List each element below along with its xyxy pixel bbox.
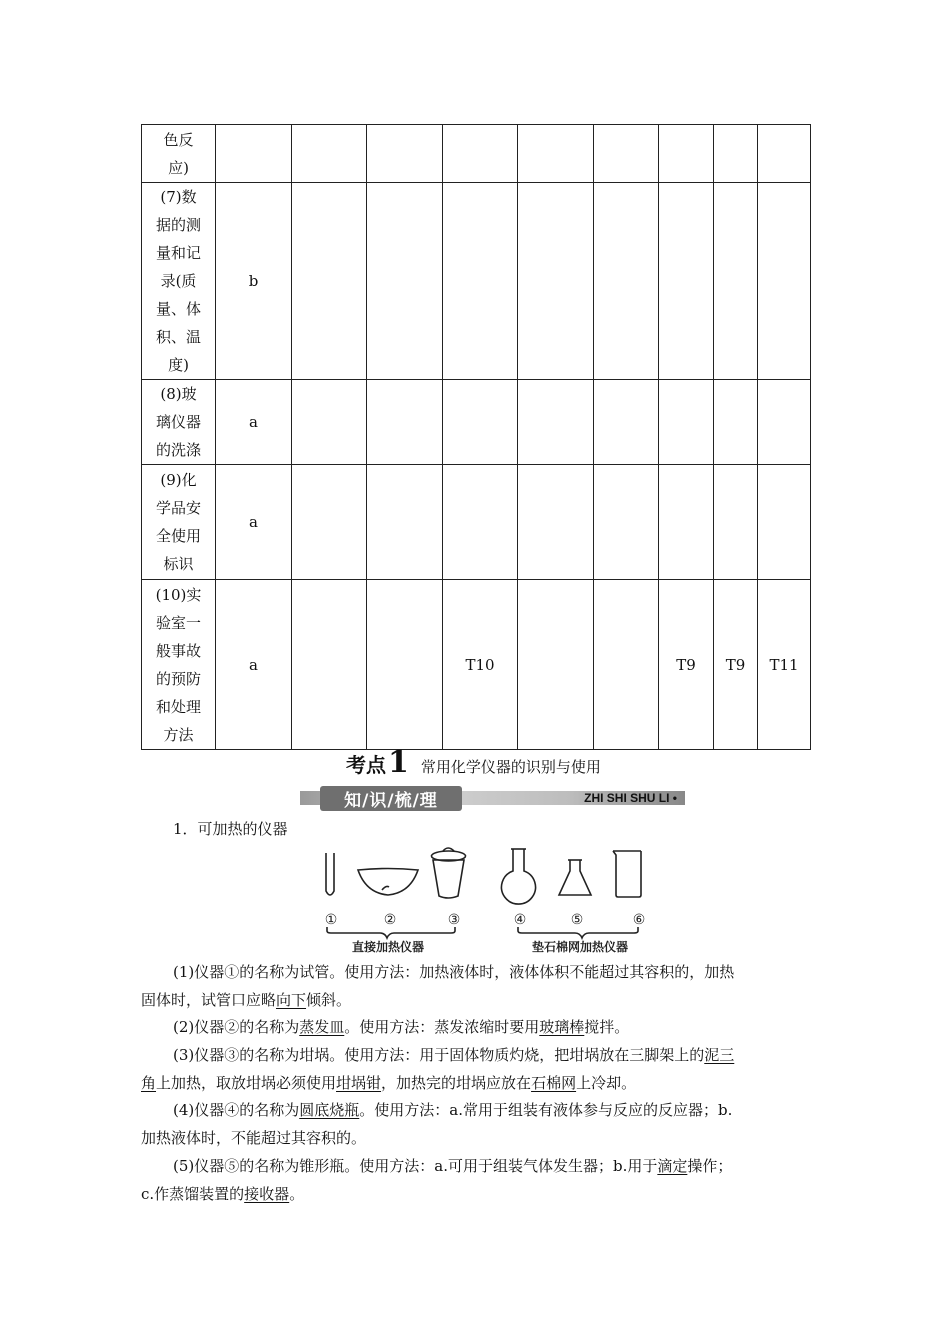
table-cell-item: (8)玻 璃仪器 的洗涤 xyxy=(142,380,216,465)
table-cell xyxy=(518,125,594,183)
table-cell xyxy=(758,125,811,183)
exam-table xyxy=(141,124,811,750)
conical-flask-icon xyxy=(559,860,591,895)
table-cell xyxy=(758,465,811,580)
table-cell-level: a xyxy=(216,380,292,465)
group-asbestos-heating: 垫石棉网加热仪器 xyxy=(531,940,629,954)
apparatus-number-1: ① xyxy=(324,912,338,928)
crucible-icon xyxy=(433,860,464,898)
table-cell: T9 xyxy=(714,580,758,750)
table-cell-level: a xyxy=(216,580,292,750)
answer-crucible-tongs: 坩埚钳 xyxy=(336,1074,382,1092)
paragraph-2: (2)仪器②的名称为蒸发皿。使用方法：蒸发浓缩时要用玻璃棒搅拌。 xyxy=(173,1018,630,1036)
table-cell xyxy=(367,125,443,183)
table-cell xyxy=(367,183,443,380)
table-cell xyxy=(659,465,714,580)
table-cell xyxy=(292,465,367,580)
table-cell xyxy=(714,125,758,183)
apparatus-figure xyxy=(315,843,670,958)
table-cell xyxy=(594,125,659,183)
table-cell xyxy=(594,465,659,580)
table-row xyxy=(142,580,811,750)
table-cell xyxy=(594,580,659,750)
table-cell-item: (9)化 学品安 全使用 标识 xyxy=(142,465,216,580)
apparatus-number-2: ② xyxy=(383,912,397,928)
table-cell: T9 xyxy=(659,580,714,750)
table-row xyxy=(142,380,811,465)
table-cell-item: 色反 应) xyxy=(142,125,216,183)
table-cell: T10 xyxy=(443,580,518,750)
table-cell xyxy=(594,183,659,380)
paragraph-1: (1)仪器①的名称为试管。使用方法：加热液体时，液体体积不能超过其容积的，加热 固体时，试管口应略向下倾斜。 xyxy=(141,963,735,1009)
table-cell xyxy=(443,465,518,580)
table-cell xyxy=(443,125,518,183)
table-cell xyxy=(292,380,367,465)
evaporating-dish-icon xyxy=(358,869,418,896)
apparatus-number-6: ⑥ xyxy=(632,912,646,928)
apparatus-number-3: ③ xyxy=(447,912,461,928)
table-cell-item: (7)数 据的测 量和记 录(质 量、体 积、温 度) xyxy=(142,183,216,380)
table-cell xyxy=(518,380,594,465)
group-direct-heating: 直接加热仪器 xyxy=(351,940,425,954)
answer-clay-triangle-b: 角 xyxy=(141,1074,157,1092)
table-cell: T11 xyxy=(758,580,811,750)
table-cell-level: a xyxy=(216,465,292,580)
apparatus-drawing xyxy=(315,843,670,958)
table-cell xyxy=(443,380,518,465)
heading-label: 考点 xyxy=(346,753,386,777)
answer-receiver: 接收器 xyxy=(244,1185,290,1203)
answer-round-flask: 圆底烧瓶 xyxy=(299,1101,360,1119)
table-cell xyxy=(758,183,811,380)
section-1-title: 1．可加热的仪器 xyxy=(173,820,288,838)
paragraph-4: (4)仪器④的名称为圆底烧瓶。使用方法：a.常用于组装有液体参与反应的反应器；b. 加热液体时，不能超过其容积的。 xyxy=(141,1101,733,1147)
table-cell-item: (10)实 验室一 般事故 的预防 和处理 方法 xyxy=(142,580,216,750)
table-cell xyxy=(659,183,714,380)
table-cell xyxy=(518,465,594,580)
banner-text: 知/识/梳/理 xyxy=(344,791,438,811)
banner-pinyin: ZHI SHI SHU LI • xyxy=(584,791,677,805)
table-cell xyxy=(367,580,443,750)
table-cell xyxy=(292,580,367,750)
paragraph-3: (3)仪器③的名称为坩埚。使用方法：用于固体物质灼烧，把坩埚放在三脚架上的泥三 角上加热，取放坩埚必须使用坩埚钳，加热完的坩埚应放在石棉网上冷却。 xyxy=(141,1046,735,1092)
heading-number: 1 xyxy=(388,745,409,780)
table-cell xyxy=(714,465,758,580)
table-cell xyxy=(367,465,443,580)
knowledge-banner xyxy=(300,786,685,811)
test-tube-icon xyxy=(326,853,334,895)
table-cell xyxy=(518,580,594,750)
table-row xyxy=(142,183,811,380)
table-cell xyxy=(443,183,518,380)
table-cell xyxy=(659,380,714,465)
table-cell-level: b xyxy=(216,183,292,380)
table-cell xyxy=(594,380,659,465)
apparatus-number-5: ⑤ xyxy=(570,912,584,928)
answer-evaporating-dish: 蒸发皿 xyxy=(299,1018,345,1036)
answer-xiangxia: 向下 xyxy=(276,991,307,1009)
table-cell xyxy=(659,125,714,183)
answer-titration: 滴定 xyxy=(657,1157,688,1175)
table-cell xyxy=(367,380,443,465)
section-heading xyxy=(346,745,601,779)
beaker-icon xyxy=(613,851,641,897)
table-cell xyxy=(518,183,594,380)
banner-tab xyxy=(320,786,462,811)
table-cell xyxy=(714,183,758,380)
answer-asbestos-net: 石棉网 xyxy=(531,1074,577,1092)
table-cell xyxy=(292,125,367,183)
table-cell-level xyxy=(216,125,292,183)
round-bottom-flask-icon xyxy=(502,849,536,904)
table-cell xyxy=(758,380,811,465)
table-cell xyxy=(714,380,758,465)
apparatus-number-4: ④ xyxy=(513,912,527,928)
table-row xyxy=(142,465,811,580)
paragraph-5: (5)仪器⑤的名称为锥形瓶。使用方法：a.可用于组装气体发生器；b.用于滴定操作； c.作蒸馏装置的接收器。 xyxy=(141,1157,733,1203)
answer-clay-triangle-a: 泥三 xyxy=(704,1046,735,1064)
heading-title: 常用化学仪器的识别与使用 xyxy=(420,758,601,776)
table-cell xyxy=(292,183,367,380)
answer-glass-rod: 玻璃棒 xyxy=(539,1018,585,1036)
table-row xyxy=(142,125,811,183)
